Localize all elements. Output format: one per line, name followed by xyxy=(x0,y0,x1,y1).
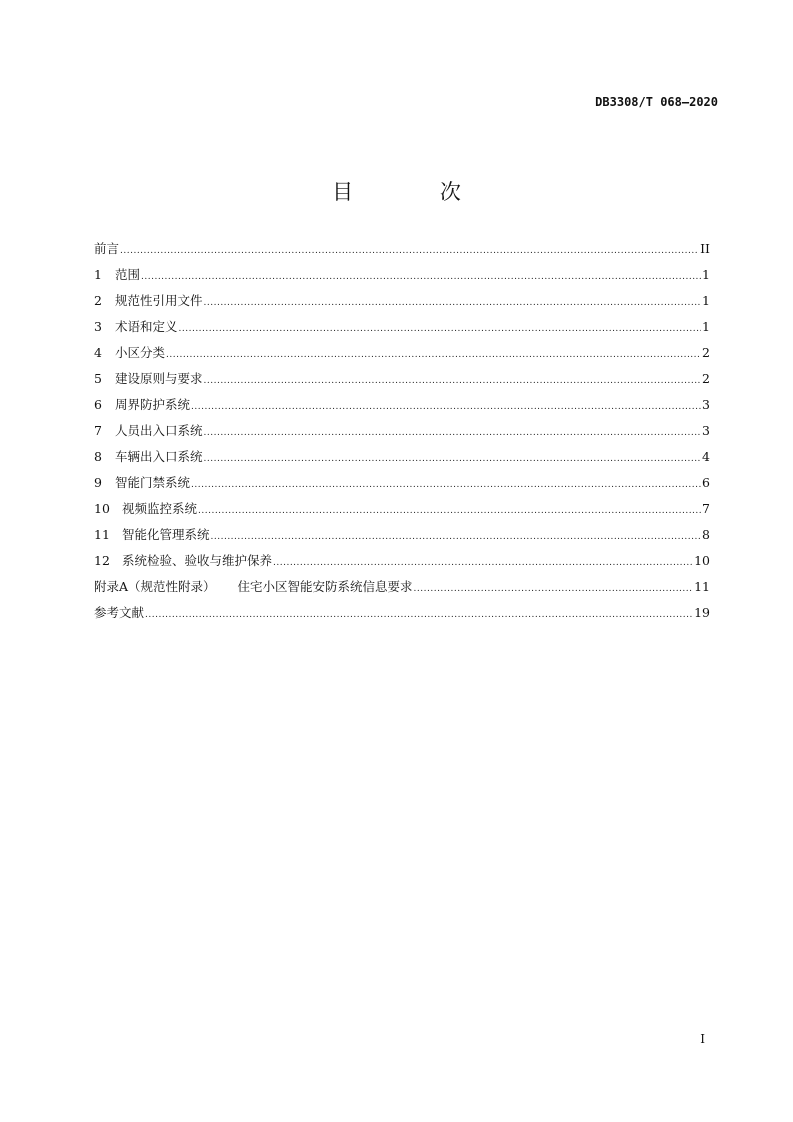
toc-number: 10 xyxy=(94,501,110,516)
toc-item-6[interactable] xyxy=(94,395,710,421)
toc-leader-dots xyxy=(179,324,702,334)
toc-page: 6 xyxy=(702,475,710,490)
page-number: I xyxy=(700,1032,705,1046)
toc-number: 12 xyxy=(94,553,110,568)
toc-number: 6 xyxy=(94,397,102,412)
toc-appendix-label: 附录A（规范性附录） xyxy=(94,579,216,594)
table-of-contents xyxy=(94,239,710,629)
toc-number: 2 xyxy=(94,293,102,308)
toc-label: 建设原则与要求 xyxy=(115,371,203,386)
toc-item-7[interactable] xyxy=(94,421,710,447)
toc-label: 术语和定义 xyxy=(115,319,178,334)
toc-item-4[interactable] xyxy=(94,343,710,369)
toc-leader-dots xyxy=(211,532,702,542)
document-code: DB3308/T 068—2020 xyxy=(595,95,718,109)
toc-label: 智能门禁系统 xyxy=(115,475,191,490)
toc-leader-dots xyxy=(191,480,701,490)
toc-leader-dots xyxy=(204,454,702,464)
toc-page: 1 xyxy=(702,319,710,334)
toc-number: 4 xyxy=(94,345,102,360)
toc-label: 前言 xyxy=(94,241,120,256)
toc-number: 11 xyxy=(94,527,110,542)
toc-item-foreword[interactable] xyxy=(94,239,710,265)
toc-number: 5 xyxy=(94,371,102,386)
toc-item-10[interactable] xyxy=(94,499,710,525)
toc-item-11[interactable] xyxy=(94,525,710,551)
toc-leader-dots xyxy=(204,298,702,308)
toc-page: 3 xyxy=(702,423,710,438)
toc-label: 参考文献 xyxy=(94,605,145,620)
toc-leader-dots xyxy=(273,558,693,568)
toc-label: 系统检验、验收与维护保养 xyxy=(122,553,273,568)
toc-label: 小区分类 xyxy=(115,345,166,360)
toc-leader-dots xyxy=(191,402,701,412)
toc-page: 2 xyxy=(702,345,710,360)
toc-item-9[interactable] xyxy=(94,473,710,499)
toc-page: 11 xyxy=(694,579,710,594)
toc-page: II xyxy=(700,241,710,256)
toc-item-12[interactable] xyxy=(94,551,710,577)
toc-item-8[interactable] xyxy=(94,447,710,473)
toc-label: 车辆出入口系统 xyxy=(115,449,203,464)
toc-title: 目 次 xyxy=(332,180,501,204)
toc-leader-dots xyxy=(414,584,694,594)
toc-page: 8 xyxy=(702,527,710,542)
toc-number: 9 xyxy=(94,475,102,490)
toc-leader-dots xyxy=(145,610,693,620)
toc-label: 住宅小区智能安防系统信息要求 xyxy=(237,579,413,594)
toc-label: 规范性引用文件 xyxy=(115,293,203,308)
toc-leader-dots xyxy=(120,246,699,256)
toc-page: 1 xyxy=(702,293,710,308)
toc-item-references[interactable] xyxy=(94,603,710,629)
toc-number: 3 xyxy=(94,319,102,334)
toc-item-5[interactable] xyxy=(94,369,710,395)
toc-leader-dots xyxy=(141,272,701,282)
toc-label: 范围 xyxy=(115,267,141,282)
toc-number: 8 xyxy=(94,449,102,464)
toc-label: 视频监控系统 xyxy=(122,501,198,516)
toc-leader-dots xyxy=(204,376,702,386)
toc-item-1[interactable] xyxy=(94,265,710,291)
toc-leader-dots xyxy=(166,350,701,360)
toc-page: 1 xyxy=(702,267,710,282)
toc-page: 10 xyxy=(694,553,710,568)
toc-item-3[interactable] xyxy=(94,317,710,343)
toc-page: 2 xyxy=(702,371,710,386)
toc-label: 周界防护系统 xyxy=(115,397,191,412)
toc-label: 人员出入口系统 xyxy=(115,423,203,438)
toc-page: 4 xyxy=(702,449,710,464)
toc-label: 智能化管理系统 xyxy=(122,527,210,542)
toc-page: 3 xyxy=(702,397,710,412)
toc-leader-dots xyxy=(198,506,701,516)
toc-page: 19 xyxy=(694,605,710,620)
toc-number: 1 xyxy=(94,267,102,282)
toc-item-appendix-a[interactable] xyxy=(94,577,710,603)
toc-number: 7 xyxy=(94,423,102,438)
toc-page: 7 xyxy=(702,501,710,516)
toc-leader-dots xyxy=(204,428,702,438)
toc-item-2[interactable] xyxy=(94,291,710,317)
